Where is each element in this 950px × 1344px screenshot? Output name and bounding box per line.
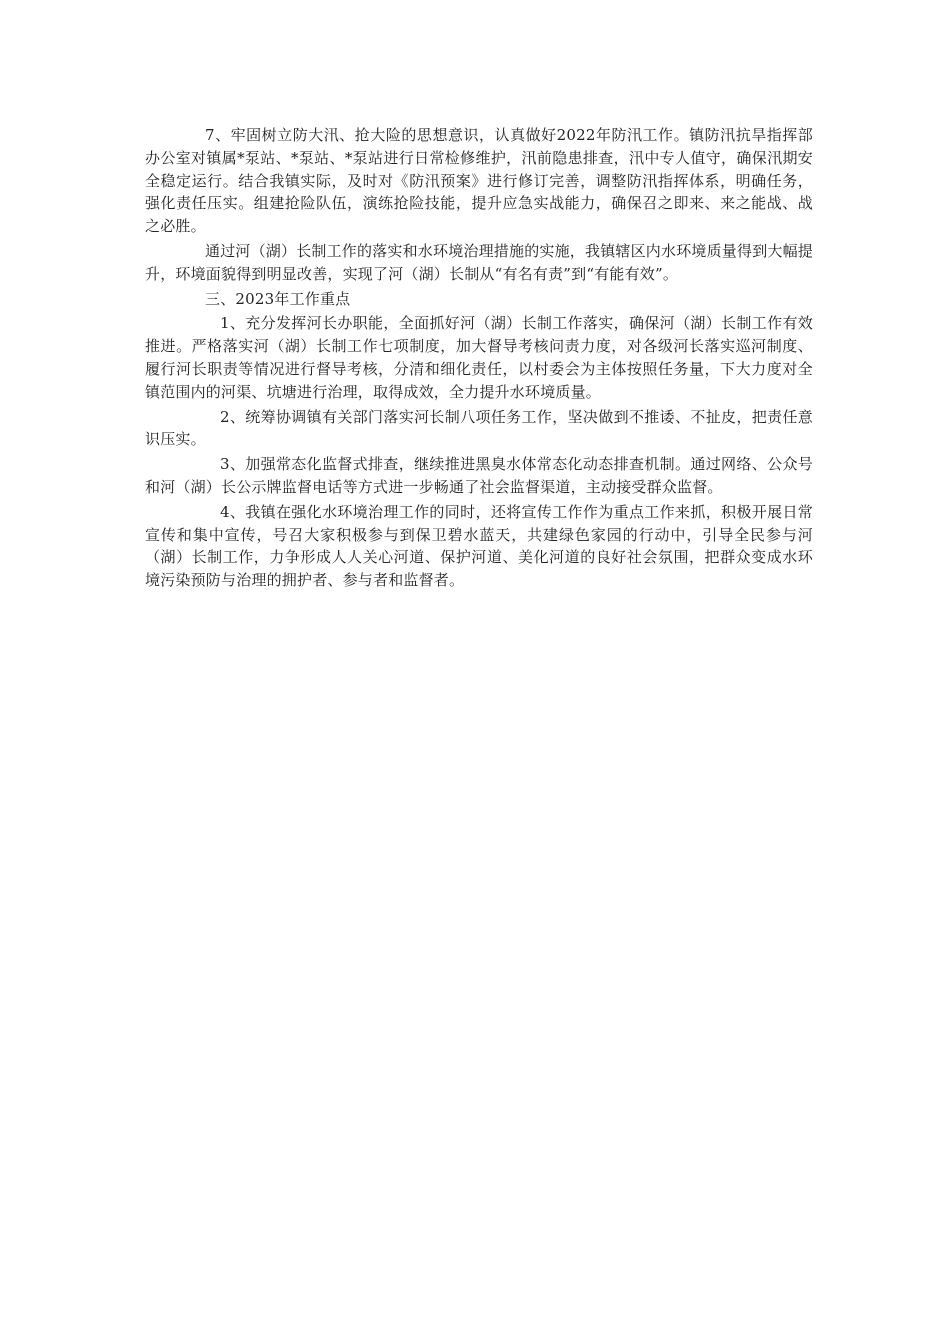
list-item: 2、统筹协调镇有关部门落实河长制八项任务工作，坚决做到不推诿、不扯皮，把责任意识压实。 — [145, 407, 813, 449]
document-body — [145, 124, 813, 592]
list-item: 1、充分发挥河长办职能，全面抓好河（湖）长制工作落实，确保河（湖）长制工作有效推进。严格落实河（湖）长制工作七项制度，加大督导考核问责力度，对各级河长落实巡河制度、履行河长职责等情况进行督导考核，分清和细化责任，以村委会为主体按照任务量，下大力度对全镇范围内的河渠、坑塘进行治理，取得成效，全力提升水环境质量。 — [145, 314, 813, 401]
list-item: 3、加强常态化监督式排查，继续推进黑臭水体常态化动态排查机制。通过网络、公众号和河（湖）长公示牌监督电话等方式进一步畅通了社会监督渠道，主动接受群众监督。 — [145, 455, 813, 496]
paragraph-summary: 通过河（湖）长制工作的落实和水环境治理措施的实施，我镇辖区内水环境质量得到大幅提升，环境面貌得到明显改善，实现了河（湖）长制从“有名有责”到“有能有效”。 — [145, 241, 814, 283]
section-heading: 三、2023年工作重点 — [205, 289, 351, 308]
paragraph-flood-prevention: 7、牢固树立防大汛、抢大险的思想意识，认真做好2022年防汛工作。镇防汛抗旱指挥部办公室对镇属*泵站、*泵站、*泵站进行日常检修维护，汛前隐患排查，汛中专人值守，确保汛期安全稳定运行。结合我镇实际，及时对《防汛预案》进行修订完善，调整防汛指挥体系，明确任务，强化责任压实。组建抢险队伍，演练抢险技能，提升应急实战能力，确保召之即来、来之能战、战之必胜。 — [145, 126, 813, 236]
list-item: 4、我镇在强化水环境治理工作的同时，还将宣传工作作为重点工作来抓，积极开展日常宣传和集中宣传，号召大家积极参与到保卫碧水蓝天，共建绿色家园的行动中，引导全民参与河（湖）长制工作，力争形成人人关心河道、保护河道、美化河道的良好社会氛围，把群众变成水环境污染预防与治理的拥护者、参与者和监督者。 — [145, 502, 813, 590]
